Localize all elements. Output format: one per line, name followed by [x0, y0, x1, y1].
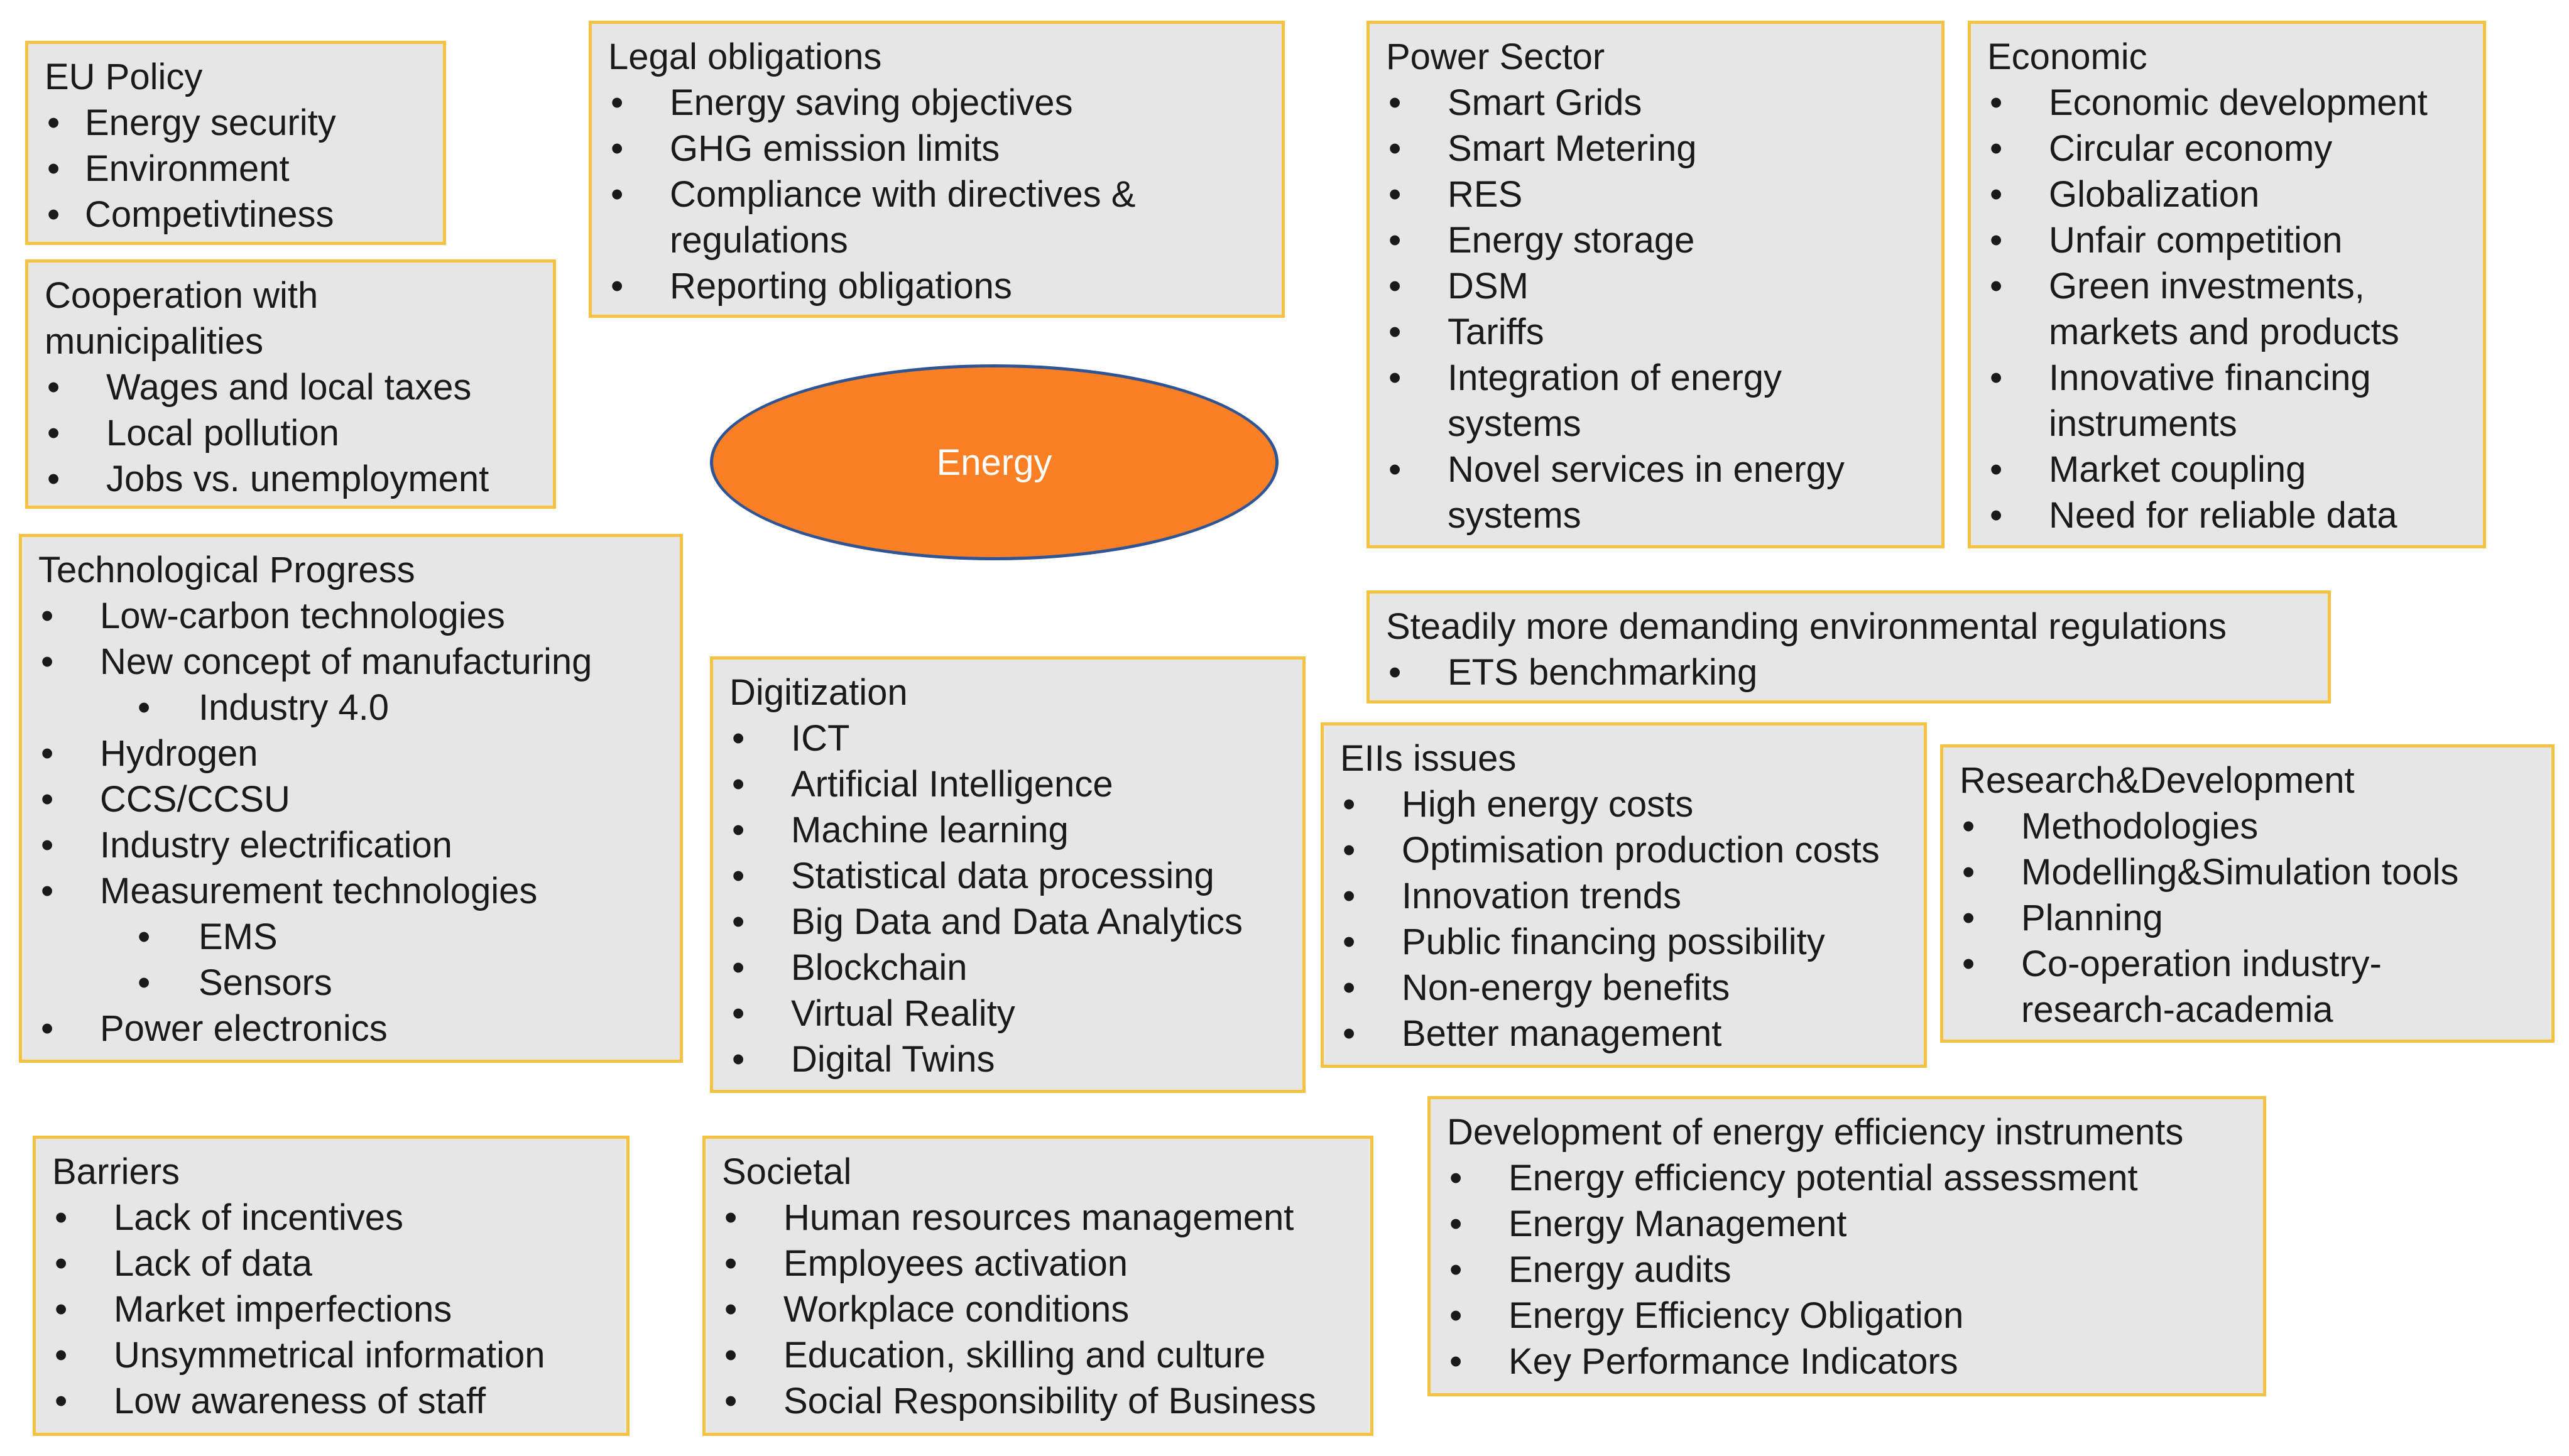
sub-list-item: • EMS — [38, 914, 663, 960]
item-list — [729, 715, 1286, 1082]
item-list — [38, 593, 663, 1051]
list-item: • Key Performance Indicators — [1447, 1339, 2247, 1384]
list-item: • Methodologies — [1960, 803, 2535, 849]
box-barriers — [33, 1136, 630, 1436]
box-title: Development of energy efficiency instruments — [1447, 1112, 2184, 1153]
box-title: Cooperation with municipalities — [45, 275, 319, 362]
list-item: • Lack of data — [52, 1241, 610, 1286]
list-item: • Energy Management — [1447, 1201, 2247, 1247]
list-item: • Energy saving objectives — [608, 80, 1265, 126]
list-item: • Human resources management — [722, 1195, 1354, 1241]
list-item: • Local pollution — [45, 410, 537, 456]
list-item: • Compliance with directives & regulations — [608, 171, 1265, 263]
item-list — [45, 364, 537, 502]
box-legal-obligations — [589, 21, 1285, 318]
list-item: • Public financing possibility — [1340, 919, 1907, 965]
list-item: • Need for reliable data — [1987, 492, 2467, 538]
list-item: • Energy storage — [1386, 217, 1925, 263]
box-environmental-regulations — [1366, 590, 2331, 704]
box-title: Societal — [722, 1151, 852, 1192]
list-item: • RES — [1386, 171, 1925, 217]
list-item: • Globalization — [1987, 171, 2467, 217]
list-item: • Economic development — [1987, 80, 2467, 126]
list-item: • Virtual Reality — [729, 991, 1286, 1036]
sub-list-item: • Industry 4.0 — [38, 685, 663, 731]
box-title: Technological Progress — [38, 550, 415, 590]
list-item: • Innovative financing instruments — [1987, 355, 2419, 447]
item-list — [1960, 803, 2535, 1033]
list-item: • Smart Grids — [1386, 80, 1925, 126]
item-list — [1386, 649, 2311, 695]
box-research-development — [1940, 744, 2555, 1043]
box-societal — [702, 1136, 1373, 1436]
item-list — [52, 1195, 610, 1424]
box-title: Economic — [1987, 36, 2147, 77]
list-item: • Energy security — [45, 100, 427, 146]
item-list — [608, 80, 1265, 309]
list-item: • Non-energy benefits — [1340, 965, 1907, 1011]
box-title: Digitization — [729, 672, 908, 713]
box-energy-efficiency-instruments — [1427, 1096, 2266, 1396]
item-list — [45, 100, 427, 237]
box-technological-progress — [19, 534, 683, 1063]
box-title: Barriers — [52, 1151, 180, 1192]
list-item: • Power electronics — [38, 1006, 663, 1051]
list-item: • Co-operation industry-research-academia — [1960, 941, 2455, 1033]
list-item: • GHG emission limits — [608, 126, 1265, 171]
list-item: • Hydrogen — [38, 731, 663, 776]
box-title: EU Policy — [45, 57, 203, 97]
list-item: • Market imperfections — [52, 1286, 610, 1332]
list-item: • CCS/CCSU — [38, 776, 663, 822]
item-list — [1386, 80, 1925, 538]
list-item: • Tariffs — [1386, 309, 1925, 355]
list-item: • Green investments, markets and products — [1987, 263, 2432, 355]
energy-label: Energy — [936, 442, 1052, 483]
list-item: • Reporting obligations — [608, 263, 1265, 309]
item-list — [1340, 781, 1907, 1057]
box-digitization — [710, 656, 1306, 1093]
list-item: • Innovation trends — [1340, 873, 1907, 919]
item-list — [722, 1195, 1354, 1424]
box-eu-policy — [25, 41, 446, 245]
list-item: • Competivtiness — [45, 192, 427, 237]
list-item: • Statistical data processing — [729, 853, 1286, 899]
list-item: • Modelling&Simulation tools — [1960, 849, 2535, 895]
box-title: EIIs issues — [1340, 738, 1517, 779]
list-item: • Low-carbon technologies — [38, 593, 663, 639]
box-power-sector — [1366, 21, 1944, 548]
list-item: • Integration of energy systems — [1386, 355, 1799, 447]
list-item: • Energy Efficiency Obligation — [1447, 1293, 2247, 1339]
list-item: • DSM — [1386, 263, 1925, 309]
list-item: • Wages and local taxes — [45, 364, 537, 410]
list-item: • Unfair competition — [1987, 217, 2467, 263]
box-title: Power Sector — [1386, 36, 1605, 77]
list-item: • Novel services in energy systems — [1386, 447, 1887, 538]
list-item: • Better management — [1340, 1011, 1907, 1057]
list-item: • Unsymmetrical information — [52, 1332, 610, 1378]
list-item: • Jobs vs. unemployment — [45, 456, 537, 502]
list-item: • Low awareness of staff — [52, 1378, 610, 1424]
box-eiis-issues — [1321, 722, 1927, 1068]
box-cooperation-municipalities — [25, 259, 556, 509]
list-item: • Education, skilling and culture — [722, 1332, 1354, 1378]
box-title: Legal obligations — [608, 36, 882, 77]
list-item: • Market coupling — [1987, 447, 2467, 492]
list-item: • Digital Twins — [729, 1036, 1286, 1082]
list-item: • Measurement technologies — [38, 868, 663, 914]
item-list — [1447, 1155, 2247, 1384]
list-item: • Employees activation — [722, 1241, 1354, 1286]
list-item: • Energy efficiency potential assessment — [1447, 1155, 2247, 1201]
list-item: • Planning — [1960, 895, 2535, 941]
energy-ellipse — [710, 364, 1279, 560]
sub-list-item: • Sensors — [38, 960, 663, 1006]
list-item: • Big Data and Data Analytics — [729, 899, 1286, 945]
box-economic — [1968, 21, 2486, 548]
box-title: Research&Development — [1960, 760, 2355, 801]
list-item: • Social Responsibility of Business — [722, 1378, 1354, 1424]
list-item: • Smart Metering — [1386, 126, 1925, 171]
list-item: • High energy costs — [1340, 781, 1907, 827]
list-item: • Optimisation production costs — [1340, 827, 1907, 873]
list-item: • ETS benchmarking — [1386, 649, 2311, 695]
list-item: • Machine learning — [729, 807, 1286, 853]
list-item: • ICT — [729, 715, 1286, 761]
box-title: Steadily more demanding environmental regulations — [1386, 606, 2227, 647]
list-item: • Blockchain — [729, 945, 1286, 991]
list-item: • Environment — [45, 146, 427, 192]
list-item: • Lack of incentives — [52, 1195, 610, 1241]
item-list — [1987, 80, 2467, 538]
list-item: • Artificial Intelligence — [729, 761, 1286, 807]
list-item: • Workplace conditions — [722, 1286, 1354, 1332]
list-item: • Industry electrification — [38, 822, 663, 868]
list-item: • Circular economy — [1987, 126, 2467, 171]
list-item: • Energy audits — [1447, 1247, 2247, 1293]
list-item: • New concept of manufacturing — [38, 639, 663, 685]
